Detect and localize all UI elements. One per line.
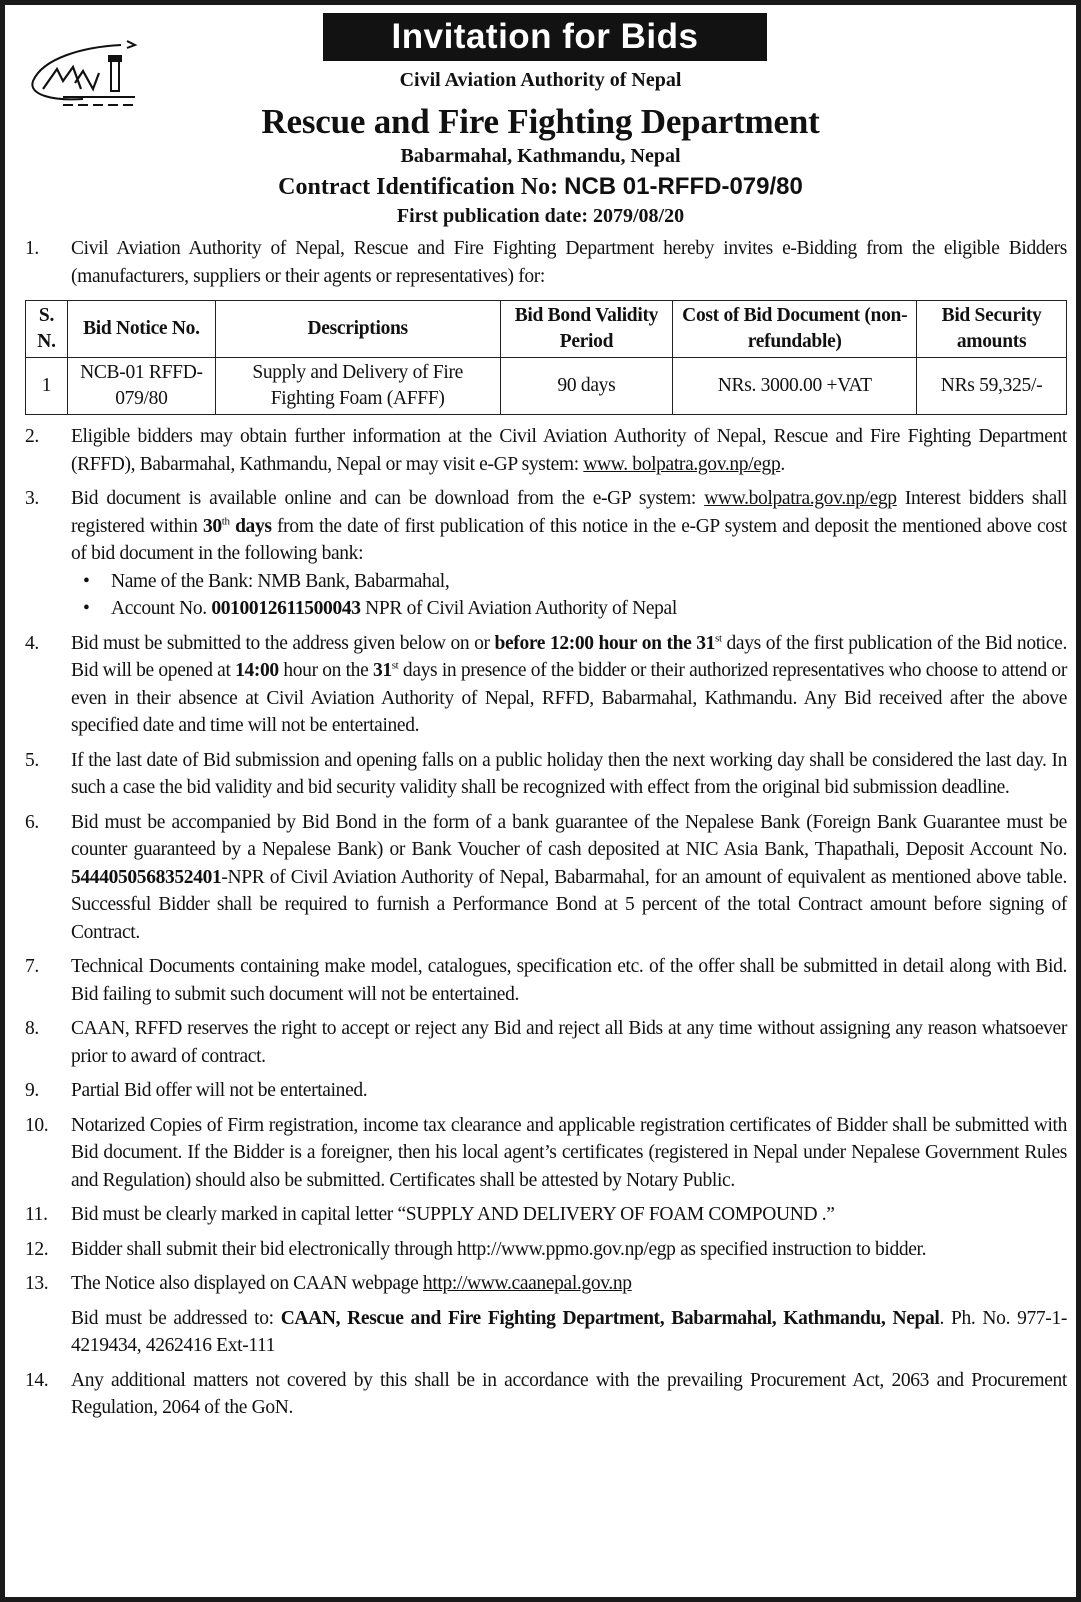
clause-number: 13. xyxy=(25,1273,49,1294)
account-number: 0010012611500043 xyxy=(211,598,361,619)
clause-text-end: . xyxy=(780,453,785,475)
ordinal-suffix: st xyxy=(715,632,722,644)
clause-10 xyxy=(25,1112,1067,1195)
clause-12 xyxy=(25,1236,1067,1264)
notice-title: Invitation for Bids xyxy=(323,13,767,61)
clause-text: Interest bidders shall registered within xyxy=(71,488,1068,537)
clause-text: The Notice also displayed on CAAN webpage xyxy=(71,1273,423,1294)
department-name: Rescue and Fire Fighting Department xyxy=(261,102,820,141)
caan-logo-icon xyxy=(23,23,138,113)
submission-deadline: before 12:00 hour on the 31 xyxy=(494,632,716,654)
clause-number: 11. xyxy=(25,1204,48,1225)
clause-text: CAAN, RFFD reserves the right to accept or reject any Bid and reject all Bids at any time without assigning any reason whatsoever prior to award of contract. xyxy=(71,1018,1067,1067)
clause-number: 1. xyxy=(25,238,39,259)
department-address: Babarmahal, Kathmandu, Nepal xyxy=(400,145,681,167)
cell-bid-notice: NCB-01 RFFD-079/80 xyxy=(67,358,215,415)
table-header-row xyxy=(26,301,1067,358)
clause-3 xyxy=(25,485,1067,623)
clause-1 xyxy=(25,235,1067,290)
cell-security: NRs 59,325/- xyxy=(917,358,1067,415)
cell-validity: 90 days xyxy=(500,358,673,415)
contract-label: Contract Identification No: xyxy=(278,174,565,200)
clause-number: 8. xyxy=(25,1018,39,1039)
account-label: Account No. xyxy=(111,598,212,619)
address-value: CAAN, Rescue and Fire Fighting Department, Babarmahal, Kathmandu, Nepal xyxy=(280,1307,940,1329)
days-label: days xyxy=(229,515,272,537)
opening-time: 14:00 xyxy=(235,660,279,681)
clause-14 xyxy=(25,1367,1067,1422)
clause-text: Any additional matters not covered by this shall be in accordance with the prevailing Procurement Act, 2063 and Procurement Regulation, 2064 of the GoN. xyxy=(71,1369,1067,1418)
clause-number: 3. xyxy=(25,488,39,509)
clause-5 xyxy=(25,747,1067,802)
clause-number: 6. xyxy=(25,811,39,833)
bid-table xyxy=(25,300,1067,415)
clause-text: Eligible bidders may obtain further information at the Civil Aviation Authority of Nepal, Rescue and Fire Fighting Department (RFFD), Babarmahal, Kathmandu, Nepal or may visit e-GP system: xyxy=(71,426,1067,475)
address-label: Bid must be addressed to: xyxy=(71,1307,281,1329)
clause-number: 2. xyxy=(25,426,39,447)
clause-9 xyxy=(25,1077,1067,1105)
account-number-item xyxy=(83,595,1067,623)
table-row xyxy=(26,358,1067,415)
bid-address xyxy=(71,1305,1067,1360)
col-header-cost: Cost of Bid Document (non-refundable) xyxy=(673,301,917,358)
clause-text: Partial Bid offer will not be entertained. xyxy=(71,1080,368,1101)
cell-description: Supply and Delivery of Fire Fighting Foam (AFFF) xyxy=(215,358,500,415)
clause-text: Bid must be clearly marked in capital letter “SUPPLY AND DELIVERY OF FOAM COMPOUND .” xyxy=(71,1204,835,1225)
clause-number: 5. xyxy=(25,749,39,771)
clause-text: Civil Aviation Authority of Nepal, Rescue and Fire Fighting Department hereby invites e-Bidding from the eligible Bidders (manufacturers, suppliers or their agents or representatives) for: xyxy=(71,238,1067,287)
bank-name-item: • Name of the Bank: NMB Bank, Babarmahal, xyxy=(83,568,1067,596)
clause-number: 7. xyxy=(25,956,39,977)
col-header-descriptions: Descriptions xyxy=(215,301,500,358)
clause-number: 12. xyxy=(25,1238,49,1260)
clause-number: 14. xyxy=(25,1369,49,1391)
organization-name: Civil Aviation Authority of Nepal xyxy=(399,69,682,91)
contract-identification xyxy=(5,173,1076,201)
deposit-account-number: 5444050568352401 xyxy=(71,866,222,888)
col-header-validity: Bid Bond Validity Period xyxy=(500,301,673,358)
clause-number: 9. xyxy=(25,1080,39,1101)
clause-number: 4. xyxy=(25,632,39,654)
clause-text: days in presence of the bidder or their authorized representatives who choose to attend or even in their absence at Civil Aviation Authority of Nepal, RFFD, Babarmahal, Kathmandu. Any Bid received after the above specified date and time will not be entertained. xyxy=(71,660,1067,736)
ordinal-suffix: st xyxy=(391,659,399,672)
clause-text: Bid must be submitted to the address given below on or xyxy=(71,632,495,654)
caan-website-link[interactable]: http://www.caanepal.gov.np xyxy=(422,1273,632,1294)
bolpatra-link[interactable]: www.bolpatra.gov.np/egp xyxy=(704,488,897,509)
account-holder: NPR of Civil Aviation Authority of Nepal xyxy=(360,598,677,619)
ordinal-suffix: th xyxy=(221,515,230,527)
cell-sn: 1 xyxy=(26,358,68,415)
bank-details-list xyxy=(71,568,1067,623)
clause-text: Technical Documents containing make model, catalogues, specification etc. of the offer shall be submitted in detail along with Bid. Bid failing to submit such document will not be entertained. xyxy=(71,956,1067,1005)
clause-8 xyxy=(25,1015,1067,1070)
bolpatra-link[interactable]: www. bolpatra.gov.np/egp xyxy=(583,453,781,475)
notice-body xyxy=(25,235,1067,1429)
clause-text: If the last date of Bid submission and opening falls on a public holiday then the next working day shall be considered the last day. In such a case the bid validity and bid security validity shall be recognized with effect from the original bid submission deadline. xyxy=(71,749,1067,798)
clause-text: -NPR of Civil Aviation Authority of Nepal, Babarmahal, for an amount of equivalent as mentioned above table. Successful Bidder shall be required to furnish a Performance Bond at 5 percent of the total Contract amount before signing of Contract. xyxy=(71,866,1067,943)
clause-text: Bid must be accompanied by Bid Bond in the form of a bank guarantee of the Nepalese Bank (Foreign Bank Guarantee must be counter guaranteed by a Nepalese Bank) or Bank Voucher of cash deposited at NIC Asia Bank, Thapathali, Deposit Account No. xyxy=(71,811,1067,860)
col-header-sn: S. N. xyxy=(26,301,68,358)
clause-text: from the date of first publication of this notice in the e-GP system and deposit the mentioned above cost of bid document in the following bank: xyxy=(71,515,1067,564)
clause-2 xyxy=(25,423,1067,478)
opening-day: 31 xyxy=(372,660,392,681)
contract-number: NCB 01-RFFD-079/80 xyxy=(564,173,803,200)
cell-cost: NRs. 3000.00 +VAT xyxy=(673,358,917,415)
clause-6 xyxy=(25,809,1067,947)
publication-date: First publication date: 2079/08/20 xyxy=(396,205,685,227)
clause-text: days of the first publication of the Bid notice. Bid will be opened at xyxy=(71,632,1067,681)
registration-days: 30 xyxy=(202,515,222,537)
clause-text: Bidder shall submit their bid electronically through http://www.ppmo.gov.np/egp as specified instruction to bidder. xyxy=(71,1238,927,1260)
clause-11 xyxy=(25,1201,1067,1229)
col-header-bid-notice: Bid Notice No. xyxy=(67,301,215,358)
clause-text: Bid document is available online and can be download from the e-GP system: xyxy=(71,488,705,509)
col-header-security: Bid Security amounts xyxy=(917,301,1067,358)
clause-7 xyxy=(25,953,1067,1008)
clause-13 xyxy=(25,1270,1067,1360)
clause-number: 10. xyxy=(25,1114,49,1136)
clause-4 xyxy=(25,630,1067,740)
phone-numbers: . Ph. No. 977-1-4219434, 4262416 Ext-111 xyxy=(71,1307,1067,1356)
clause-text: hour on the xyxy=(278,660,373,681)
clause-text: Notarized Copies of Firm registration, income tax clearance and applicable registration certificates of Bidder shall be submitted with Bid document. If the Bidder is a foreigner, then his local agent’s certificates (registered in Nepal under Nepalese Government Rules and Regulation) should also be submitted. Certificates shall be attested by Notary Public. xyxy=(71,1114,1067,1191)
